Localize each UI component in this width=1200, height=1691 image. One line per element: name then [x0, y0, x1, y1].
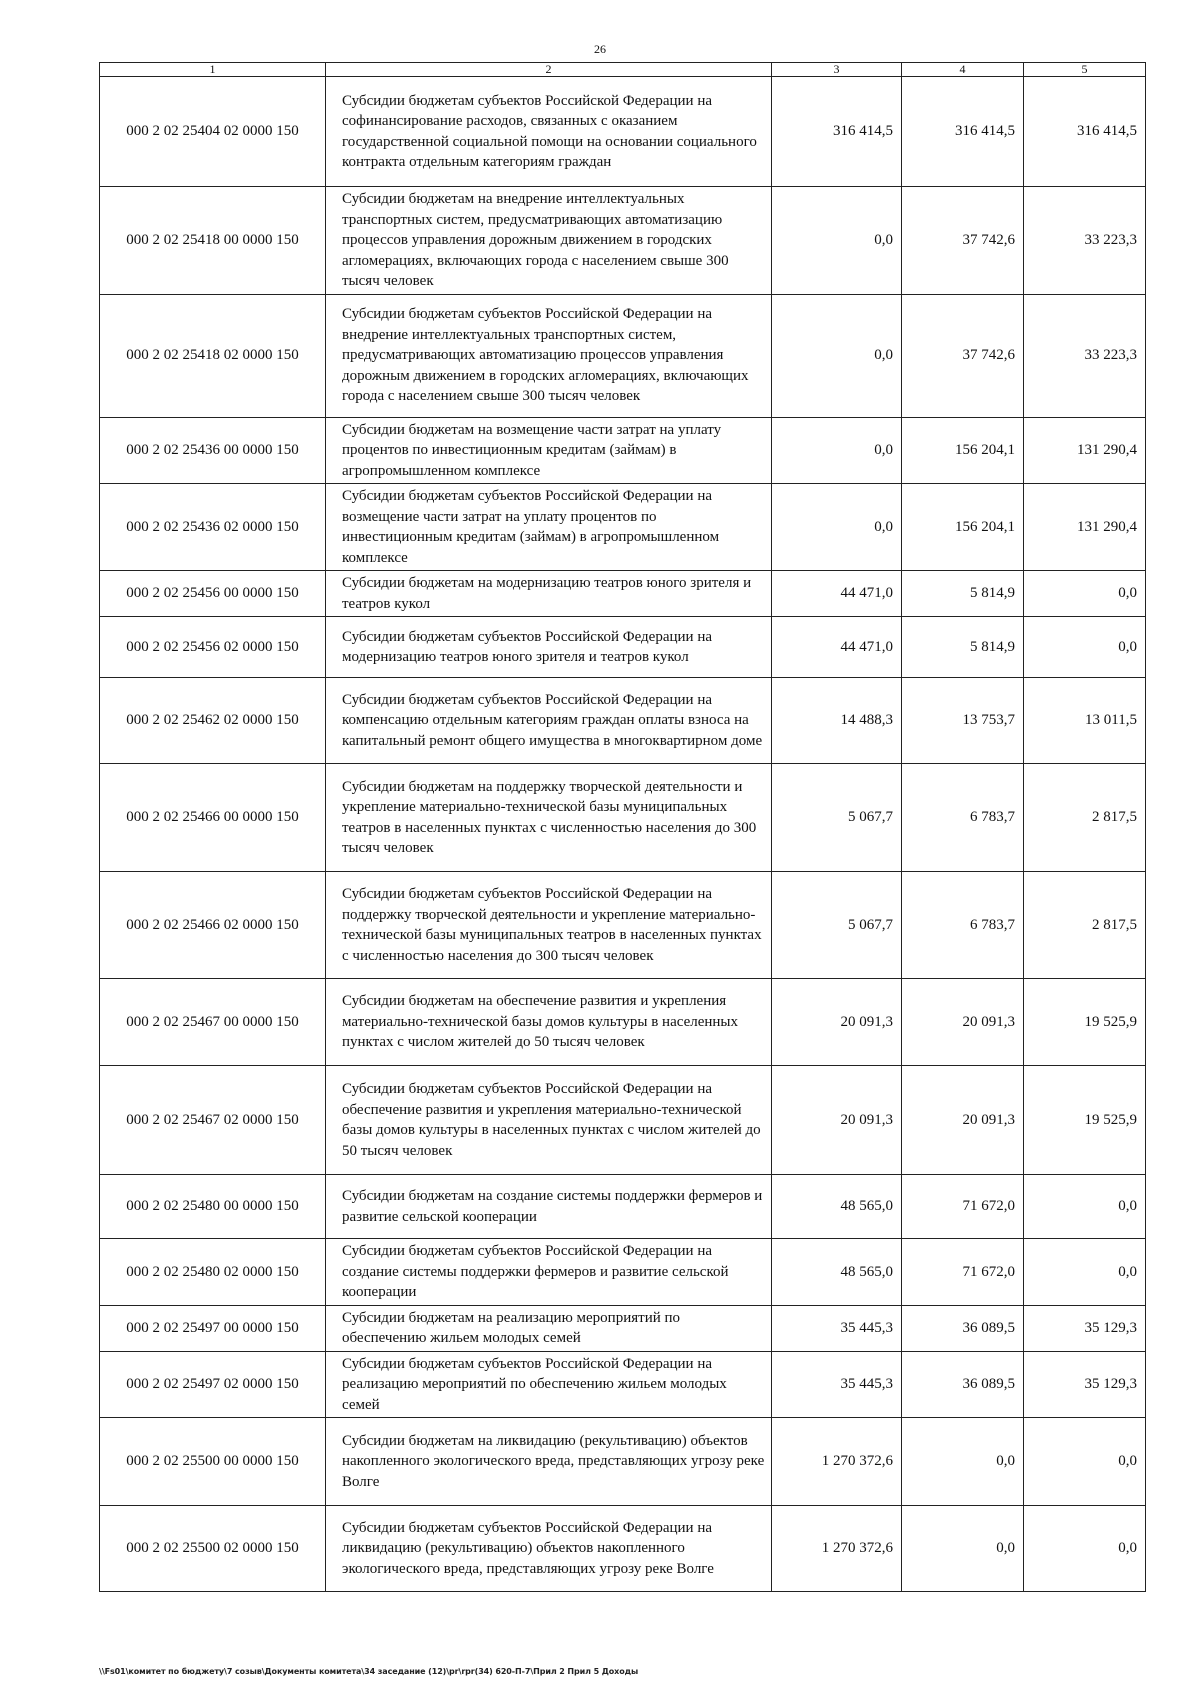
- table-body: [100, 77, 1146, 1592]
- table-row: [100, 571, 1146, 617]
- row-value-col4: 156 204,1: [902, 484, 1024, 571]
- row-description: Субсидии бюджетам на создание системы поддержки фермеров и развитие сельской кооперации: [326, 1175, 772, 1239]
- row-description: Субсидии бюджетам на обеспечение развития и укрепления материально-технической базы домов культуры в населенных пунктах с числом жителей до 50 тысяч человек: [326, 979, 772, 1066]
- row-description: Субсидии бюджетам субъектов Российской Федерации на создание системы поддержки фермеров и развитие сельской кооперации: [326, 1239, 772, 1306]
- row-value-col5: 316 414,5: [1024, 77, 1146, 187]
- row-description: Субсидии бюджетам на поддержку творческой деятельности и укрепление материально-технической базы муниципальных театров в населенных пунктах с численностью населения до 300 тысяч человек: [326, 764, 772, 872]
- row-value-col3: 1 270 372,6: [772, 1506, 902, 1592]
- row-description: Субсидии бюджетам субъектов Российской Федерации на внедрение интеллектуальных транспортных систем, предусматривающих автоматизацию процессов управления дорожным движением в городских агломерациях, включающих города с населением свыше 300 тысяч человек: [326, 294, 772, 417]
- row-code: 000 2 02 25456 00 0000 150: [100, 571, 326, 617]
- row-description: Субсидии бюджетам субъектов Российской Федерации на поддержку творческой деятельности и укрепление материально-технической базы муниципальных театров в населенных пунктах с численностью населения до 300 тысяч человек: [326, 872, 772, 979]
- row-value-col3: 5 067,7: [772, 764, 902, 872]
- row-value-col3: 48 565,0: [772, 1175, 902, 1239]
- row-value-col5: 19 525,9: [1024, 1066, 1146, 1175]
- row-value-col5: 131 290,4: [1024, 484, 1146, 571]
- row-code: 000 2 02 25418 02 0000 150: [100, 294, 326, 417]
- row-value-col3: 0,0: [772, 417, 902, 484]
- row-value-col4: 316 414,5: [902, 77, 1024, 187]
- row-value-col4: 0,0: [902, 1418, 1024, 1506]
- row-value-col3: 0,0: [772, 187, 902, 295]
- row-value-col4: 37 742,6: [902, 294, 1024, 417]
- table-row: [100, 1175, 1146, 1239]
- table-row: [100, 1506, 1146, 1592]
- row-description: Субсидии бюджетам на внедрение интеллектуальных транспортных систем, предусматривающих автоматизацию процессов управления дорожным движением в городских агломерациях, включающих города с населением свыше 300 тысяч человек: [326, 187, 772, 295]
- table-row: [100, 77, 1146, 187]
- page-number: 26: [594, 42, 606, 56]
- row-code: 000 2 02 25466 02 0000 150: [100, 872, 326, 979]
- table-row: [100, 1066, 1146, 1175]
- table-row: [100, 1239, 1146, 1306]
- row-value-col5: 33 223,3: [1024, 294, 1146, 417]
- row-value-col5: 2 817,5: [1024, 872, 1146, 979]
- row-value-col5: 0,0: [1024, 571, 1146, 617]
- row-value-col3: 44 471,0: [772, 571, 902, 617]
- row-code: 000 2 02 25404 02 0000 150: [100, 77, 326, 187]
- table-row: [100, 764, 1146, 872]
- table-row: [100, 617, 1146, 678]
- column-header-4: 4: [902, 63, 1024, 77]
- revenue-table: [99, 62, 1146, 1592]
- column-header-1: 1: [100, 63, 326, 77]
- row-value-col3: 35 445,3: [772, 1305, 902, 1351]
- table-row: [100, 1418, 1146, 1506]
- row-value-col4: 0,0: [902, 1506, 1024, 1592]
- footer-file-path: \\Fs01\комитет по бюджету\7 созыв\Документы комитета\34 заседание (12)\pr\rpr(34) 620-П-7\Прил 2 Прил 5 Доходы: [99, 1667, 639, 1676]
- row-code: 000 2 02 25497 00 0000 150: [100, 1305, 326, 1351]
- row-value-col3: 48 565,0: [772, 1239, 902, 1306]
- row-value-col4: 36 089,5: [902, 1305, 1024, 1351]
- row-value-col3: 5 067,7: [772, 872, 902, 979]
- table-row: [100, 872, 1146, 979]
- row-value-col5: 35 129,3: [1024, 1305, 1146, 1351]
- row-value-col4: 20 091,3: [902, 979, 1024, 1066]
- row-value-col4: 36 089,5: [902, 1351, 1024, 1418]
- row-description: Субсидии бюджетам на ликвидацию (рекультивацию) объектов накопленного экологического вреда, представляющих угрозу реке Волге: [326, 1418, 772, 1506]
- row-value-col5: 35 129,3: [1024, 1351, 1146, 1418]
- row-value-col3: 0,0: [772, 294, 902, 417]
- row-value-col3: 14 488,3: [772, 678, 902, 764]
- row-value-col4: 6 783,7: [902, 764, 1024, 872]
- row-value-col5: 0,0: [1024, 1239, 1146, 1306]
- row-code: 000 2 02 25480 00 0000 150: [100, 1175, 326, 1239]
- row-value-col5: 131 290,4: [1024, 417, 1146, 484]
- row-value-col3: 35 445,3: [772, 1351, 902, 1418]
- row-value-col5: 0,0: [1024, 617, 1146, 678]
- row-value-col3: 20 091,3: [772, 1066, 902, 1175]
- row-description: Субсидии бюджетам субъектов Российской Федерации на модернизацию театров юного зрителя и театров кукол: [326, 617, 772, 678]
- row-description: Субсидии бюджетам на возмещение части затрат на уплату процентов по инвестиционным кредитам (займам) в агропромышленном комплексе: [326, 417, 772, 484]
- row-value-col4: 71 672,0: [902, 1175, 1024, 1239]
- row-value-col3: 44 471,0: [772, 617, 902, 678]
- row-value-col5: 13 011,5: [1024, 678, 1146, 764]
- column-header-5: 5: [1024, 63, 1146, 77]
- row-value-col5: 0,0: [1024, 1418, 1146, 1506]
- row-description: Субсидии бюджетам субъектов Российской Федерации на реализацию мероприятий по обеспечению жильем молодых семей: [326, 1351, 772, 1418]
- row-code: 000 2 02 25462 02 0000 150: [100, 678, 326, 764]
- row-value-col4: 13 753,7: [902, 678, 1024, 764]
- table-row: [100, 417, 1146, 484]
- table-row: [100, 1305, 1146, 1351]
- row-value-col5: 33 223,3: [1024, 187, 1146, 295]
- row-code: 000 2 02 25436 02 0000 150: [100, 484, 326, 571]
- table-row: [100, 979, 1146, 1066]
- table-row: [100, 294, 1146, 417]
- row-code: 000 2 02 25466 00 0000 150: [100, 764, 326, 872]
- row-value-col4: 37 742,6: [902, 187, 1024, 295]
- row-description: Субсидии бюджетам на реализацию мероприятий по обеспечению жильем молодых семей: [326, 1305, 772, 1351]
- table-row: [100, 1351, 1146, 1418]
- row-value-col4: 20 091,3: [902, 1066, 1024, 1175]
- row-code: 000 2 02 25456 02 0000 150: [100, 617, 326, 678]
- row-value-col5: 2 817,5: [1024, 764, 1146, 872]
- row-code: 000 2 02 25467 02 0000 150: [100, 1066, 326, 1175]
- column-header-3: 3: [772, 63, 902, 77]
- row-code: 000 2 02 25418 00 0000 150: [100, 187, 326, 295]
- row-description: Субсидии бюджетам субъектов Российской Федерации на обеспечение развития и укрепления материально-технической базы домов культуры в населенных пунктах с числом жителей до 50 тысяч человек: [326, 1066, 772, 1175]
- table-row: [100, 678, 1146, 764]
- row-code: 000 2 02 25500 00 0000 150: [100, 1418, 326, 1506]
- row-code: 000 2 02 25497 02 0000 150: [100, 1351, 326, 1418]
- table-row: [100, 187, 1146, 295]
- row-value-col3: 0,0: [772, 484, 902, 571]
- row-code: 000 2 02 25467 00 0000 150: [100, 979, 326, 1066]
- row-description: Субсидии бюджетам субъектов Российской Федерации на ликвидацию (рекультивацию) объектов накопленного экологического вреда, представляющих угрозу реке Волге: [326, 1506, 772, 1592]
- row-description: Субсидии бюджетам субъектов Российской Федерации на софинансирование расходов, связанных с оказанием государственной социальной помощи на основании социального контракта отдельным категориям граждан: [326, 77, 772, 187]
- row-value-col4: 5 814,9: [902, 617, 1024, 678]
- row-value-col5: 0,0: [1024, 1506, 1146, 1592]
- row-description: Субсидии бюджетам субъектов Российской Федерации на компенсацию отдельным категориям граждан оплаты взноса на капитальный ремонт общего имущества в многоквартирном доме: [326, 678, 772, 764]
- row-value-col3: 20 091,3: [772, 979, 902, 1066]
- row-code: 000 2 02 25436 00 0000 150: [100, 417, 326, 484]
- row-description: Субсидии бюджетам субъектов Российской Федерации на возмещение части затрат на уплату процентов по инвестиционным кредитам (займам) в агропромышленном комплексе: [326, 484, 772, 571]
- column-header-2: 2: [326, 63, 772, 77]
- row-value-col5: 0,0: [1024, 1175, 1146, 1239]
- table-row: [100, 484, 1146, 571]
- row-value-col3: 316 414,5: [772, 77, 902, 187]
- row-description: Субсидии бюджетам на модернизацию театров юного зрителя и театров кукол: [326, 571, 772, 617]
- row-code: 000 2 02 25480 02 0000 150: [100, 1239, 326, 1306]
- row-value-col4: 6 783,7: [902, 872, 1024, 979]
- row-value-col3: 1 270 372,6: [772, 1418, 902, 1506]
- row-code: 000 2 02 25500 02 0000 150: [100, 1506, 326, 1592]
- row-value-col4: 156 204,1: [902, 417, 1024, 484]
- row-value-col4: 71 672,0: [902, 1239, 1024, 1306]
- column-number-header-row: [100, 63, 1146, 77]
- row-value-col4: 5 814,9: [902, 571, 1024, 617]
- row-value-col5: 19 525,9: [1024, 979, 1146, 1066]
